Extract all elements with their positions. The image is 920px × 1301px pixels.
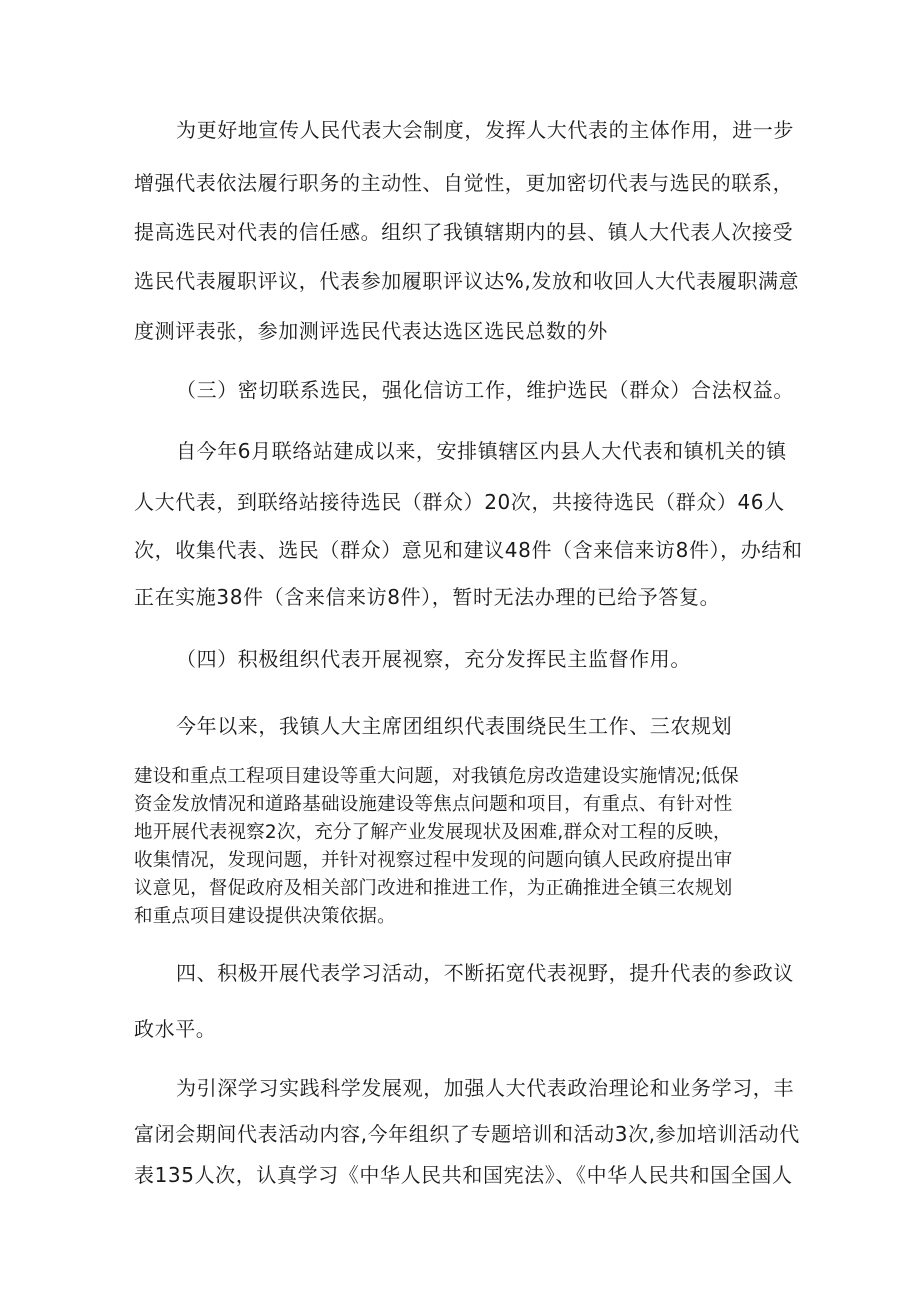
paragraph-6-line-2: 资金发放情况和道路基础设施建设等焦点问题和项目，有重点、有针对性: [134, 794, 733, 815]
paragraph-1-line-1: 为更好地宣传人民代表大会制度，发挥人大代表的主体作用，进一步: [176, 118, 794, 142]
section-heading-4: （四）积极组织代表开展视察，充分发挥民主监督作用。: [176, 647, 691, 671]
paragraph-8-line-1: 为引深学习实践科学发展观，加强人大代表政治理论和业务学习，丰: [176, 1076, 794, 1100]
paragraph-1-line-2: 增强代表依法履行职务的主动性、自觉性，更加密切代表与选民的联系，: [134, 171, 794, 195]
paragraph-8-line-3: 表135人次，认真学习《中华人民共和国宪法》、《中华人民共和国全国人: [134, 1163, 793, 1187]
paragraph-3-line-2: 人大代表，到联络站接待选民（群众）20次，共接待选民（群众）46人: [134, 490, 785, 514]
section-heading-3: （三）密切联系选民，强化信访工作，维护选民（群众）合法权益。: [176, 378, 794, 402]
paragraph-1-line-3: 提高选民对代表的信任感。组织了我镇辖期内的县、镇人大代表人次接受: [134, 220, 794, 244]
paragraph-6-line-4: 收集情况，发现问题，并针对视察过程中发现的问题向镇人民政府提出审: [134, 850, 733, 871]
paragraph-3-line-3: 次，收集代表、选民（群众）意见和建议48件（含来信来访8件），办结和: [134, 538, 803, 562]
paragraph-5-line-1: 今年以来，我镇人大主席团组织代表围绕民生工作、三农规划: [176, 714, 733, 738]
paragraph-6-line-1: 建设和重点工程项目建设等重大问题，对我镇危房改造建设实施情况;低保: [134, 766, 739, 787]
paragraph-8-line-2: 富闭会期间代表活动内容,今年组织了专题培训和活动3次,参加培训活动代: [134, 1122, 800, 1146]
paragraph-3-line-1: 自今年6月联络站建成以来，安排镇辖区内县人大代表和镇机关的镇: [176, 439, 787, 463]
paragraph-1-line-4: 选民代表履职评议，代表参加履职评议达%,发放和收回人大代表履职满意: [134, 269, 800, 293]
paragraph-6-line-5: 议意见，督促政府及相关部门改进和推进工作，为正确推进全镇三农规划: [134, 878, 733, 899]
paragraph-3-line-4: 正在实施38件（含来信来访8件），暂时无法办理的已给予答复。: [134, 585, 721, 609]
section-heading-four-line-1: 四、积极开展代表学习活动，不断拓宽代表视野，提升代表的参政议: [176, 961, 794, 985]
paragraph-1-line-5: 度测评表张，参加测评选民代表达选区选民总数的外: [134, 319, 608, 343]
paragraph-6-line-6: 和重点项目建设提供决策依据。: [134, 906, 396, 927]
paragraph-6-line-3: 地开展代表视察2次，充分了解产业发展现状及困难,群众对工程的反映，: [134, 822, 732, 843]
section-heading-four-line-2: 政水平。: [134, 1017, 217, 1041]
